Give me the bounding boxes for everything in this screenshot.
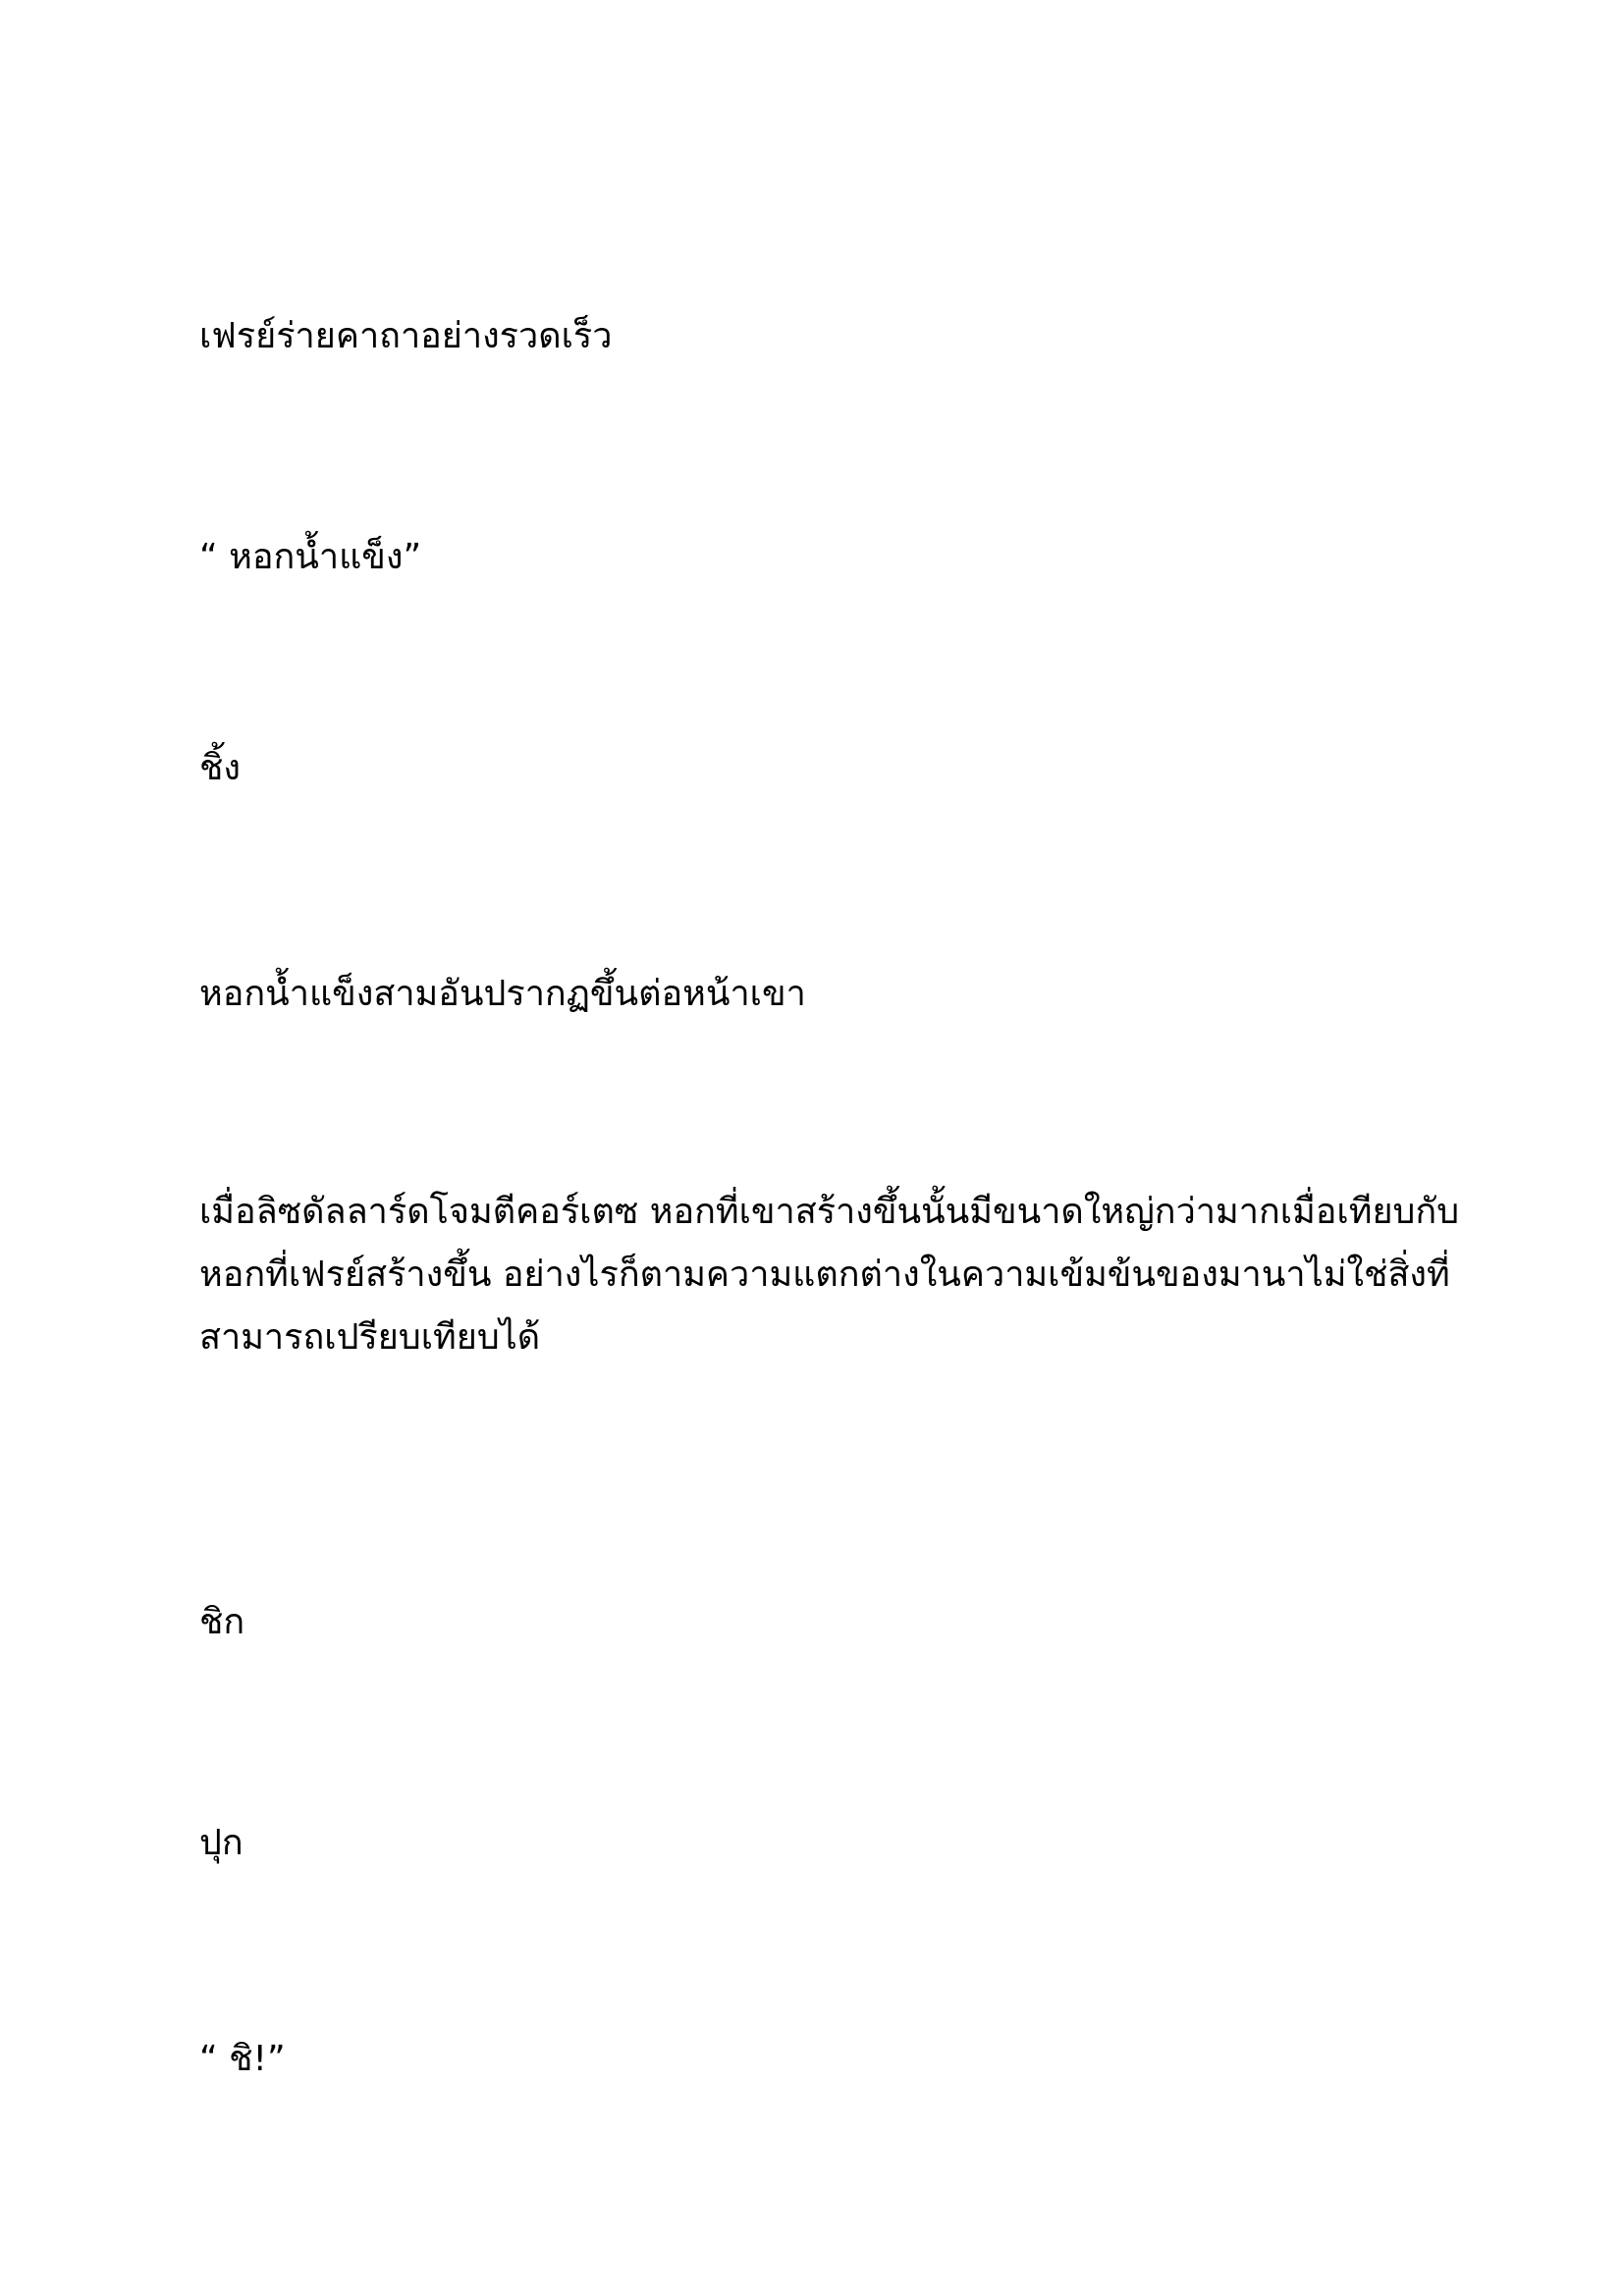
paragraph-5 — [199, 1190, 1466, 1378]
paragraph-3: ชิ้ง — [199, 748, 242, 788]
paragraph-8: “ ชิ!” — [199, 2039, 286, 2079]
paragraph-5-line-2: หอกที่เฟรย์สร้างขึ้น อย่างไรก็ตามความแตกต่างในความเข้มข้นของมานาไม่ใช่สิ่งที่ — [199, 1255, 1450, 1295]
paragraph-4: หอกน้ำแข็งสามอันปรากฏขึ้นต่อหน้าเขา — [199, 974, 806, 1014]
paragraph-2: “ หอกน้ำแข็ง” — [199, 537, 422, 577]
paragraph-6: ชิก — [199, 1602, 245, 1642]
paragraph-5-line-3: สามารถเปรียบเทียบได้ — [199, 1317, 541, 1358]
paragraph-7: ปุก — [199, 1823, 244, 1863]
paragraph-1: เฟรย์ร่ายคาถาอย่างรวดเร็ว — [199, 316, 613, 356]
paragraph-5-line-1: เมื่อลิซดัลลาร์ดโจมตีคอร์เตซ หอกที่เขาสร้างขึ้นนั้นมีขนาดใหญ่กว่ามากเมื่อเทียบกับ — [199, 1192, 1460, 1232]
